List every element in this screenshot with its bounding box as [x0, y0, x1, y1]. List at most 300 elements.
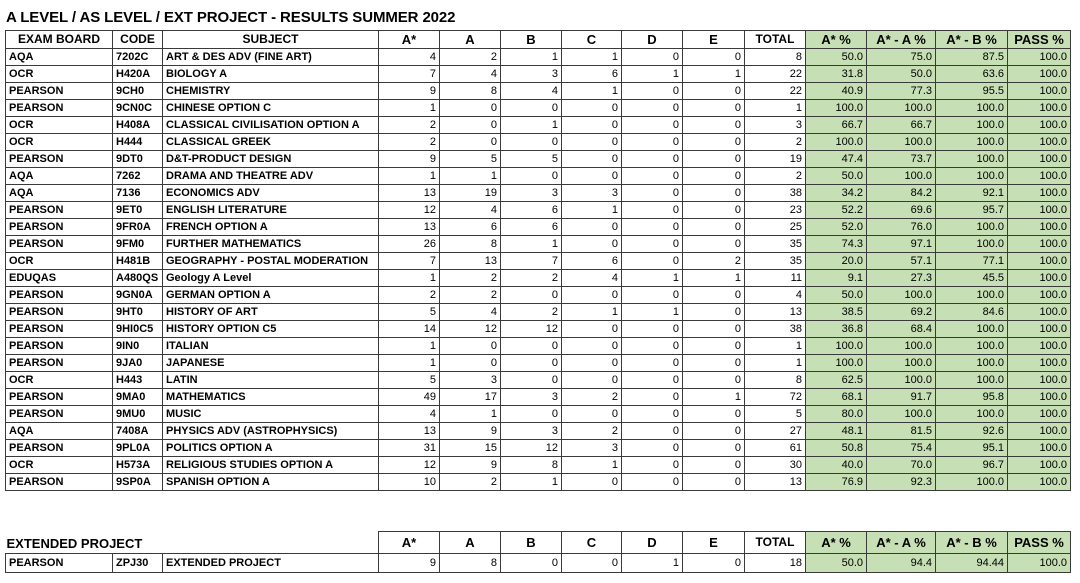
cell-grade-e: 0 [683, 151, 745, 168]
cell-grade-c: 0 [562, 554, 622, 573]
cell-subject: MATHEMATICS [163, 389, 379, 406]
cell-a-star-percent: 62.5 [806, 372, 867, 389]
cell-subject: CLASSICAL GREEK [163, 134, 379, 151]
table-row [6, 406, 1071, 423]
cell-a-star-to-a-percent: 91.7 [867, 389, 936, 406]
cell-a-star-percent: 100.0 [806, 355, 867, 372]
cell-a-star-to-a-percent: 50.0 [867, 66, 936, 83]
cell-a-star-to-b-percent: 95.7 [936, 202, 1008, 219]
cell-a-star-to-b-percent: 84.6 [936, 304, 1008, 321]
cell-a-star-to-b-percent: 92.6 [936, 423, 1008, 440]
cell-total: 8 [745, 49, 806, 66]
cell-grade-b: 0 [501, 287, 562, 304]
cell-grade-a-star: 31 [379, 440, 440, 457]
cell-grade-d: 0 [622, 202, 683, 219]
cell-grade-b: 12 [501, 440, 562, 457]
cell-grade-a: 9 [440, 457, 501, 474]
cell-a-star-percent: 36.8 [806, 321, 867, 338]
cell-code: H573A [113, 457, 163, 474]
cell-pass-percent: 100.0 [1008, 457, 1071, 474]
cell-grade-c: 3 [562, 440, 622, 457]
cell-grade-a: 2 [440, 49, 501, 66]
cell-total: 38 [745, 185, 806, 202]
cell-a-star-percent: 74.3 [806, 236, 867, 253]
cell-total: 3 [745, 117, 806, 134]
table-row [6, 355, 1071, 372]
cell-subject: LATIN [163, 372, 379, 389]
cell-total: 11 [745, 270, 806, 287]
cell-total: 1 [745, 355, 806, 372]
cell-subject: MUSIC [163, 406, 379, 423]
cell-exam-board: OCR [6, 117, 113, 134]
column-header-grade-c: C [562, 31, 622, 49]
cell-code: 7262 [113, 168, 163, 185]
cell-a-star-percent: 100.0 [806, 338, 867, 355]
cell-a-star-percent: 66.7 [806, 117, 867, 134]
cell-a-star-to-a-percent: 100.0 [867, 287, 936, 304]
cell-grade-a: 4 [440, 202, 501, 219]
cell-grade-e: 0 [683, 185, 745, 202]
cell-grade-e: 0 [683, 219, 745, 236]
cell-grade-e: 1 [683, 270, 745, 287]
cell-grade-a: 0 [440, 100, 501, 117]
cell-grade-d: 0 [622, 355, 683, 372]
cell-grade-d: 0 [622, 83, 683, 100]
cell-a-star-to-b-percent: 77.1 [936, 253, 1008, 270]
cell-code: 9HI0C5 [113, 321, 163, 338]
table-row [6, 202, 1071, 219]
cell-subject: EXTENDED PROJECT [163, 554, 379, 573]
cell-code: H420A [113, 66, 163, 83]
cell-grade-a: 5 [440, 151, 501, 168]
cell-grade-e: 0 [683, 554, 745, 573]
cell-pass-percent: 100.0 [1008, 423, 1071, 440]
cell-a-star-to-a-percent: 66.7 [867, 117, 936, 134]
cell-code: 9FR0A [113, 219, 163, 236]
cell-grade-e: 0 [683, 100, 745, 117]
cell-pass-percent: 100.0 [1008, 151, 1071, 168]
column-header-exam-board: EXAM BOARD [6, 31, 113, 49]
cell-grade-a-star: 49 [379, 389, 440, 406]
cell-total: 1 [745, 338, 806, 355]
extended-project-section-title: EXTENDED PROJECT [6, 536, 143, 551]
cell-grade-b: 3 [501, 185, 562, 202]
cell-grade-e: 0 [683, 406, 745, 423]
cell-grade-a: 12 [440, 321, 501, 338]
cell-code: H444 [113, 134, 163, 151]
cell-pass-percent: 100.0 [1008, 185, 1071, 202]
extended-project-row [6, 554, 1071, 573]
cell-grade-a-star: 13 [379, 219, 440, 236]
cell-subject: FURTHER MATHEMATICS [163, 236, 379, 253]
cell-subject: CHINESE OPTION C [163, 100, 379, 117]
cell-grade-d: 0 [622, 287, 683, 304]
cell-exam-board: PEARSON [6, 236, 113, 253]
cell-a-star-percent: 76.9 [806, 474, 867, 491]
table-row [6, 389, 1071, 406]
page-title: A LEVEL / AS LEVEL / EXT PROJECT - RESULTS SUMMER 2022 [6, 9, 456, 26]
cell-total: 2 [745, 168, 806, 185]
cell-grade-c: 0 [562, 236, 622, 253]
cell-grade-d: 1 [622, 270, 683, 287]
cell-grade-a-star: 7 [379, 253, 440, 270]
cell-grade-d: 0 [622, 219, 683, 236]
cell-a-star-to-a-percent: 100.0 [867, 134, 936, 151]
cell-grade-d: 0 [622, 49, 683, 66]
cell-exam-board: AQA [6, 423, 113, 440]
cell-subject: ITALIAN [163, 338, 379, 355]
cell-grade-a-star: 1 [379, 270, 440, 287]
cell-a-star-percent: 50.0 [806, 554, 867, 573]
cell-grade-b: 2 [501, 304, 562, 321]
cell-subject: HISTORY OF ART [163, 304, 379, 321]
cell-pass-percent: 100.0 [1008, 355, 1071, 372]
cell-grade-c: 1 [562, 304, 622, 321]
extended-project-column-header-grade-e: E [683, 532, 745, 554]
cell-grade-d: 0 [622, 117, 683, 134]
column-header-grade-d: D [622, 31, 683, 49]
cell-exam-board: EDUQAS [6, 270, 113, 287]
cell-grade-b: 1 [501, 49, 562, 66]
cell-grade-e: 0 [683, 168, 745, 185]
cell-a-star-to-a-percent: 75.0 [867, 49, 936, 66]
cell-code: 9JA0 [113, 355, 163, 372]
cell-a-star-to-b-percent: 94.44 [936, 554, 1008, 573]
cell-a-star-percent: 52.0 [806, 219, 867, 236]
table-row [6, 185, 1071, 202]
cell-grade-c: 6 [562, 253, 622, 270]
cell-a-star-percent: 50.8 [806, 440, 867, 457]
cell-code: H443 [113, 372, 163, 389]
cell-grade-e: 0 [683, 117, 745, 134]
cell-exam-board: PEARSON [6, 304, 113, 321]
table-row [6, 236, 1071, 253]
cell-grade-c: 4 [562, 270, 622, 287]
cell-subject: BIOLOGY A [163, 66, 379, 83]
cell-subject: PHYSICS ADV (ASTROPHYSICS) [163, 423, 379, 440]
cell-a-star-to-b-percent: 100.0 [936, 287, 1008, 304]
cell-a-star-to-a-percent: 69.6 [867, 202, 936, 219]
cell-total: 23 [745, 202, 806, 219]
cell-subject: DRAMA AND THEATRE ADV [163, 168, 379, 185]
cell-exam-board: PEARSON [6, 554, 113, 573]
cell-a-star-to-b-percent: 100.0 [936, 321, 1008, 338]
cell-pass-percent: 100.0 [1008, 49, 1071, 66]
column-header-total: TOTAL [745, 31, 806, 49]
table-row [6, 134, 1071, 151]
table-row [6, 440, 1071, 457]
cell-subject: ART & DES ADV (FINE ART) [163, 49, 379, 66]
cell-a-star-to-a-percent: 68.4 [867, 321, 936, 338]
cell-grade-e: 0 [683, 321, 745, 338]
cell-pass-percent: 100.0 [1008, 66, 1071, 83]
cell-grade-a-star: 12 [379, 202, 440, 219]
cell-total: 19 [745, 151, 806, 168]
cell-a-star-to-b-percent: 100.0 [936, 219, 1008, 236]
cell-grade-b: 6 [501, 202, 562, 219]
cell-grade-a-star: 9 [379, 554, 440, 573]
cell-total: 2 [745, 134, 806, 151]
cell-exam-board: PEARSON [6, 219, 113, 236]
cell-exam-board: OCR [6, 372, 113, 389]
table-row [6, 219, 1071, 236]
cell-grade-b: 0 [501, 168, 562, 185]
cell-a-star-to-a-percent: 73.7 [867, 151, 936, 168]
cell-a-star-percent: 50.0 [806, 287, 867, 304]
cell-pass-percent: 100.0 [1008, 168, 1071, 185]
cell-a-star-to-a-percent: 27.3 [867, 270, 936, 287]
table-row [6, 66, 1071, 83]
column-header-subject: SUBJECT [163, 31, 379, 49]
cell-a-star-to-b-percent: 100.0 [936, 236, 1008, 253]
cell-grade-c: 0 [562, 151, 622, 168]
table-row [6, 287, 1071, 304]
cell-a-star-percent: 20.0 [806, 253, 867, 270]
cell-code: 9CN0C [113, 100, 163, 117]
cell-grade-d: 0 [622, 372, 683, 389]
cell-a-star-to-b-percent: 100.0 [936, 338, 1008, 355]
cell-pass-percent: 100.0 [1008, 253, 1071, 270]
cell-grade-c: 3 [562, 185, 622, 202]
cell-pass-percent: 100.0 [1008, 304, 1071, 321]
cell-grade-a: 17 [440, 389, 501, 406]
cell-a-star-to-a-percent: 92.3 [867, 474, 936, 491]
cell-grade-a: 2 [440, 287, 501, 304]
cell-subject: CLASSICAL CIVILISATION OPTION A [163, 117, 379, 134]
cell-total: 35 [745, 253, 806, 270]
cell-grade-b: 0 [501, 406, 562, 423]
cell-a-star-to-b-percent: 100.0 [936, 117, 1008, 134]
table-row [6, 372, 1071, 389]
cell-grade-a: 0 [440, 338, 501, 355]
extended-project-column-header-grade-b: B [501, 532, 562, 554]
cell-grade-d: 0 [622, 457, 683, 474]
extended-project-column-header-grade-d: D [622, 532, 683, 554]
cell-grade-b: 0 [501, 134, 562, 151]
cell-total: 35 [745, 236, 806, 253]
cell-code: A480QS [113, 270, 163, 287]
cell-pass-percent: 100.0 [1008, 134, 1071, 151]
cell-a-star-to-b-percent: 95.5 [936, 83, 1008, 100]
cell-exam-board: PEARSON [6, 338, 113, 355]
cell-subject: RELIGIOUS STUDIES OPTION A [163, 457, 379, 474]
cell-grade-b: 12 [501, 321, 562, 338]
cell-exam-board: OCR [6, 253, 113, 270]
cell-exam-board: PEARSON [6, 389, 113, 406]
extended-project-column-header-pass-percent: PASS % [1008, 532, 1071, 554]
cell-exam-board: PEARSON [6, 100, 113, 117]
cell-total: 22 [745, 66, 806, 83]
cell-code: 9MU0 [113, 406, 163, 423]
cell-a-star-percent: 38.5 [806, 304, 867, 321]
cell-exam-board: PEARSON [6, 474, 113, 491]
cell-grade-d: 0 [622, 321, 683, 338]
cell-a-star-to-b-percent: 96.7 [936, 457, 1008, 474]
cell-pass-percent: 100.0 [1008, 321, 1071, 338]
cell-a-star-to-a-percent: 100.0 [867, 168, 936, 185]
cell-grade-d: 0 [622, 389, 683, 406]
cell-pass-percent: 100.0 [1008, 236, 1071, 253]
cell-code: H481B [113, 253, 163, 270]
cell-a-star-percent: 47.4 [806, 151, 867, 168]
cell-grade-a-star: 2 [379, 287, 440, 304]
cell-grade-e: 0 [683, 49, 745, 66]
cell-subject: SPANISH OPTION A [163, 474, 379, 491]
table-row [6, 457, 1071, 474]
cell-total: 13 [745, 474, 806, 491]
cell-code: 9GN0A [113, 287, 163, 304]
column-header-grade-a-star: A* [379, 31, 440, 49]
cell-grade-e: 0 [683, 287, 745, 304]
table-row [6, 253, 1071, 270]
cell-a-star-to-a-percent: 57.1 [867, 253, 936, 270]
cell-exam-board: PEARSON [6, 321, 113, 338]
cell-a-star-to-b-percent: 63.6 [936, 66, 1008, 83]
cell-a-star-to-a-percent: 97.1 [867, 236, 936, 253]
extended-project-table [5, 531, 1071, 573]
cell-subject: POLITICS OPTION A [163, 440, 379, 457]
cell-pass-percent: 100.0 [1008, 389, 1071, 406]
cell-a-star-to-b-percent: 87.5 [936, 49, 1008, 66]
cell-a-star-percent: 100.0 [806, 134, 867, 151]
cell-grade-e: 0 [683, 134, 745, 151]
cell-grade-e: 0 [683, 355, 745, 372]
cell-grade-b: 3 [501, 66, 562, 83]
cell-grade-c: 2 [562, 389, 622, 406]
cell-a-star-percent: 50.0 [806, 49, 867, 66]
cell-grade-a: 1 [440, 406, 501, 423]
cell-grade-a-star: 7 [379, 66, 440, 83]
table-row [6, 321, 1071, 338]
cell-grade-a-star: 1 [379, 168, 440, 185]
cell-a-star-to-b-percent: 95.1 [936, 440, 1008, 457]
cell-total: 61 [745, 440, 806, 457]
cell-a-star-to-a-percent: 100.0 [867, 406, 936, 423]
cell-grade-e: 0 [683, 338, 745, 355]
cell-grade-b: 4 [501, 83, 562, 100]
cell-grade-b: 5 [501, 151, 562, 168]
extended-project-column-header-a-star-to-a-percent: A* - A % [867, 532, 936, 554]
cell-subject: Geology A Level [163, 270, 379, 287]
cell-grade-d: 0 [622, 338, 683, 355]
cell-grade-b: 1 [501, 117, 562, 134]
cell-pass-percent: 100.0 [1008, 440, 1071, 457]
cell-exam-board: PEARSON [6, 83, 113, 100]
cell-a-star-to-b-percent: 95.8 [936, 389, 1008, 406]
cell-grade-d: 0 [622, 253, 683, 270]
cell-grade-a-star: 4 [379, 49, 440, 66]
cell-grade-a: 2 [440, 474, 501, 491]
extended-project-column-header-grade-c: C [562, 532, 622, 554]
cell-subject: GERMAN OPTION A [163, 287, 379, 304]
cell-a-star-to-a-percent: 84.2 [867, 185, 936, 202]
cell-grade-a-star: 9 [379, 151, 440, 168]
table-row [6, 151, 1071, 168]
column-header-a-star-to-a-percent: A* - A % [867, 31, 936, 49]
column-header-a-star-to-b-percent: A* - B % [936, 31, 1008, 49]
cell-a-star-percent: 48.1 [806, 423, 867, 440]
cell-a-star-to-a-percent: 75.4 [867, 440, 936, 457]
cell-total: 30 [745, 457, 806, 474]
cell-a-star-to-a-percent: 100.0 [867, 372, 936, 389]
cell-a-star-to-b-percent: 100.0 [936, 151, 1008, 168]
cell-total: 1 [745, 100, 806, 117]
cell-total: 5 [745, 406, 806, 423]
cell-a-star-to-b-percent: 92.1 [936, 185, 1008, 202]
extended-project-column-header-total: TOTAL [745, 532, 806, 554]
cell-subject: D&T-PRODUCT DESIGN [163, 151, 379, 168]
cell-grade-d: 0 [622, 236, 683, 253]
cell-code: 9MA0 [113, 389, 163, 406]
cell-grade-d: 0 [622, 151, 683, 168]
cell-code: 7408A [113, 423, 163, 440]
cell-a-star-percent: 40.9 [806, 83, 867, 100]
results-table [5, 30, 1071, 491]
cell-code: 9PL0A [113, 440, 163, 457]
cell-code: 9FM0 [113, 236, 163, 253]
cell-grade-e: 0 [683, 423, 745, 440]
cell-pass-percent: 100.0 [1008, 406, 1071, 423]
table-row [6, 304, 1071, 321]
table-row [6, 49, 1071, 66]
cell-total: 18 [745, 554, 806, 573]
cell-a-star-percent: 34.2 [806, 185, 867, 202]
cell-grade-a: 9 [440, 423, 501, 440]
cell-pass-percent: 100.0 [1008, 202, 1071, 219]
cell-grade-c: 1 [562, 49, 622, 66]
cell-exam-board: AQA [6, 185, 113, 202]
cell-grade-a: 8 [440, 236, 501, 253]
header-row [6, 31, 1071, 49]
cell-exam-board: AQA [6, 168, 113, 185]
cell-grade-c: 0 [562, 321, 622, 338]
cell-code: ZPJ30 [113, 554, 163, 573]
cell-grade-a: 4 [440, 304, 501, 321]
cell-subject: ENGLISH LITERATURE [163, 202, 379, 219]
cell-grade-e: 0 [683, 202, 745, 219]
cell-subject: CHEMISTRY [163, 83, 379, 100]
cell-grade-e: 1 [683, 66, 745, 83]
cell-code: H408A [113, 117, 163, 134]
cell-grade-c: 0 [562, 474, 622, 491]
cell-grade-e: 2 [683, 253, 745, 270]
cell-pass-percent: 100.0 [1008, 270, 1071, 287]
cell-grade-e: 0 [683, 372, 745, 389]
cell-grade-d: 1 [622, 66, 683, 83]
cell-a-star-to-a-percent: 77.3 [867, 83, 936, 100]
cell-grade-a: 6 [440, 219, 501, 236]
extended-project-column-header-grade-a: A [440, 532, 501, 554]
cell-a-star-percent: 50.0 [806, 168, 867, 185]
table-row [6, 338, 1071, 355]
cell-grade-a: 0 [440, 117, 501, 134]
cell-grade-e: 1 [683, 389, 745, 406]
cell-grade-b: 0 [501, 554, 562, 573]
cell-pass-percent: 100.0 [1008, 338, 1071, 355]
cell-grade-a-star: 13 [379, 185, 440, 202]
cell-grade-c: 0 [562, 219, 622, 236]
cell-a-star-to-a-percent: 69.2 [867, 304, 936, 321]
cell-exam-board: PEARSON [6, 151, 113, 168]
cell-grade-c: 0 [562, 372, 622, 389]
cell-grade-a-star: 1 [379, 100, 440, 117]
cell-a-star-percent: 9.1 [806, 270, 867, 287]
cell-grade-c: 1 [562, 202, 622, 219]
cell-a-star-to-b-percent: 100.0 [936, 355, 1008, 372]
table-row [6, 474, 1071, 491]
cell-a-star-to-a-percent: 76.0 [867, 219, 936, 236]
cell-code: 9SP0A [113, 474, 163, 491]
